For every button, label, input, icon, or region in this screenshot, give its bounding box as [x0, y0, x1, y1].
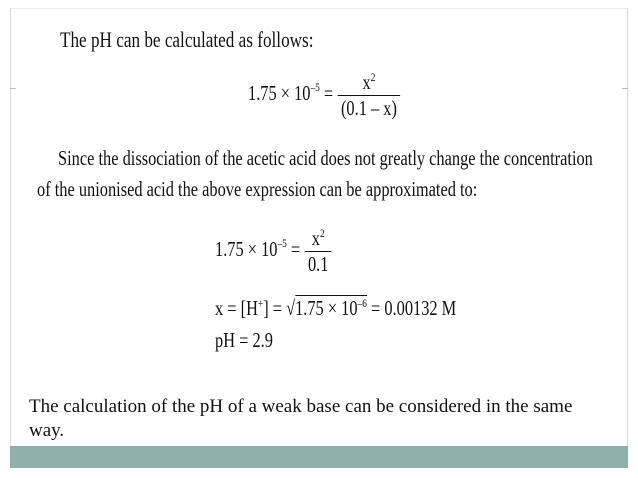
fraction-numerator: $x^2$ — [311, 226, 325, 250]
paragraph-line-1: Since the dissociation of the acetic acid does not greatly change the concentration — [58, 146, 593, 170]
slide-frame-top — [10, 8, 628, 9]
slide-frame-right — [627, 8, 628, 446]
footer-text: The calculation of the pH of a weak base can be considered in the same way. — [29, 396, 573, 441]
fraction-numerator: $x^2$ — [362, 70, 376, 94]
square-root-icon: √ — [286, 296, 296, 320]
equation-equilibrium — [248, 66, 400, 119]
fraction-denominator: 0.1 — [307, 252, 329, 276]
equation-lhs: $1.75 \times 10^{-5}$ = — [248, 79, 334, 105]
equation-hydrogen-ion: $x = [H^+] = √1.75 \times 10^{-6} = 0.00132$ M — [215, 296, 457, 320]
fraction — [305, 222, 332, 275]
frame-tick-right — [622, 88, 628, 89]
bottom-band — [10, 446, 628, 468]
slide-frame-left — [10, 8, 11, 446]
paragraph-line-2: of the unionised acid the above expression can be approximated to: — [37, 177, 478, 201]
fraction — [338, 66, 400, 119]
ph-result: pH = 2.9 — [215, 328, 273, 352]
slide-heading: The pH can be calculated as follows: — [60, 27, 314, 52]
equation-approximation — [215, 222, 332, 275]
fraction-denominator: (0.1 – x) — [340, 96, 397, 120]
equation-lhs: $1.75 \times 10^{-5}$ = — [215, 235, 301, 261]
frame-tick-left — [10, 88, 16, 89]
radicand: $1.75 \times 10^{-6}$ — [295, 296, 367, 320]
